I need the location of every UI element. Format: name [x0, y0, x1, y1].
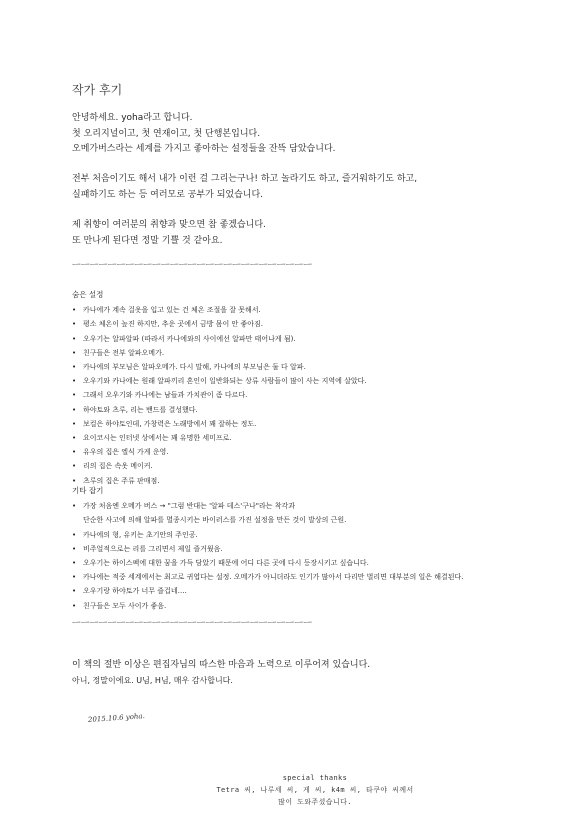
intro-line: 오메가버스라는 세계를 가지고 좋아하는 설정들을 잔뜩 담았습니다. — [72, 144, 336, 155]
divider-bottom: ㅡㅡㅡㅡㅡㅡㅡㅡㅡㅡㅡㅡㅡㅡㅡㅡㅡㅡㅡㅡㅡㅡㅡㅡㅡㅡㅡ — [72, 619, 313, 629]
list-item: • 오우기는 하이스펙에 대한 꿈을 가득 담았기 때문에 어디 다른 곳에 다시 등장시키고 싶습니다. — [72, 556, 463, 570]
page-title: 작가 후기 — [72, 83, 123, 97]
list-item: • 유우의 집은 엘식 가게 운영. — [72, 445, 367, 459]
list-item: • 그래서 오우기와 카나에는 남들과 가치관이 좀 다르다. — [72, 388, 367, 402]
wish-paragraph — [72, 218, 266, 249]
hidden-settings-section — [72, 288, 367, 488]
experience-paragraph — [72, 172, 417, 203]
list-item: • 요이코시는 인터넷 상에서는 꽤 유명한 세미프로. — [72, 431, 367, 445]
signature: 2015.10.6 yoha. — [87, 712, 146, 724]
misc-section — [72, 484, 463, 613]
list-item: • 친구들은 전부 알파오메가. — [72, 346, 367, 360]
paragraph-line: 또 만나게 된다면 정말 기쁠 것 같아요. — [72, 235, 223, 246]
section-heading: 기타 잡기 — [72, 486, 104, 495]
list-item-continuation: 단순한 사고에 의해 알파를 멸종시키는 바이러스를 가진 설정을 만든 것이 발상의 근원. — [83, 516, 347, 525]
paragraph-line: 제 취향이 여러분의 취향과 맞으면 참 좋겠습니다. — [72, 220, 266, 230]
list-item: • 가장 처음엔 오메가 버스 → "그럼 반대는 '알파 데스'구나"라는 착각과 — [72, 499, 463, 513]
paragraph-line: 전부 처음이기도 해서 내가 이런 걸 그리는구나! 하고 놀라기도 하고, 즐거워하기도 하고, — [72, 174, 418, 184]
paragraph-line: 실패하기도 하는 등 여러모로 공부가 되었습니다. — [72, 189, 264, 200]
list-item: • 카나에는 적중 세계에서는 최고로 귀엽다는 설정. 오메가가 아니더라도 인기가 많아서 다리만 벌리면 대부분의 일은 해결된다. — [72, 570, 463, 584]
closing-line: 아니, 정말이에요. U님, H님, 매우 감사합니다. — [72, 676, 233, 685]
thanks-line: 많이 도와주셨습니다. — [278, 798, 352, 806]
intro-line: 첫 오리지널이고, 첫 연재이고, 첫 단행본입니다. — [72, 128, 261, 139]
list-item: • 오우기랑 하야토가 너무 즐겁네…. — [72, 584, 463, 598]
list-item: • 츠루의 집은 주류 판매점. — [72, 474, 367, 488]
list-item: • 평소 체온이 높진 하지만, 추운 곳에서 금방 몸이 안 좋아짐. — [72, 317, 367, 331]
list-item: • 카나에가 계속 걸옷을 입고 있는 건 체온 조절을 잘 못해서. — [72, 303, 367, 317]
list-item: • 하야토와 츠루, 리는 밴드를 결성했다. — [72, 403, 367, 417]
closing-line: 이 책의 절반 이상은 편집자님의 따스한 마음과 노력으로 이루어져 있습니다. — [72, 660, 371, 670]
thanks-line: Tetra 씨, 나루세 씨, 게 씨, k4m 씨, 타쿠야 씨께서 — [216, 786, 414, 794]
list-item: • 보컬은 하야토인데, 가창력은 노래방에서 꽤 잘하는 정도. — [72, 417, 367, 431]
special-thanks — [170, 772, 460, 808]
section-heading: 숨은 설정 — [72, 290, 104, 299]
intro-paragraph — [72, 111, 335, 158]
list-item: • 리의 집은 속옷 메이커. — [72, 459, 367, 473]
thanks-heading: special thanks — [282, 774, 348, 782]
list-item: • 친구들은 모두 사이가 좋음. — [72, 599, 463, 613]
list-item: • 비주얼적으로는 리를 그리면서 제일 즐거웠음. — [72, 542, 463, 556]
list-item: • 카나에의 부모님은 알파오메가. 다시 말해, 카나에의 부모님은 둘 다 알파. — [72, 360, 367, 374]
closing-paragraph — [72, 657, 370, 689]
divider-top: ㅡㅡㅡㅡㅡㅡㅡㅡㅡㅡㅡㅡㅡㅡㅡㅡㅡㅡㅡㅡㅡㅡㅡㅡㅡㅡㅡ — [72, 261, 313, 271]
list-item: • 오우기와 카나에는 원래 알파끼리 혼인이 일반화되는 상류 사람들이 많이 사는 지역에 살았다. — [72, 374, 367, 388]
list-item: • 카나에의 형, 유키는 초기안의 주인공. — [72, 528, 463, 542]
intro-line: 안녕하세요. yoha라고 합니다. — [72, 113, 193, 123]
list-item: • 오우기는 알파알파 (따라서 카나에와의 사이에선 알파만 태어나게 됨). — [72, 332, 367, 346]
